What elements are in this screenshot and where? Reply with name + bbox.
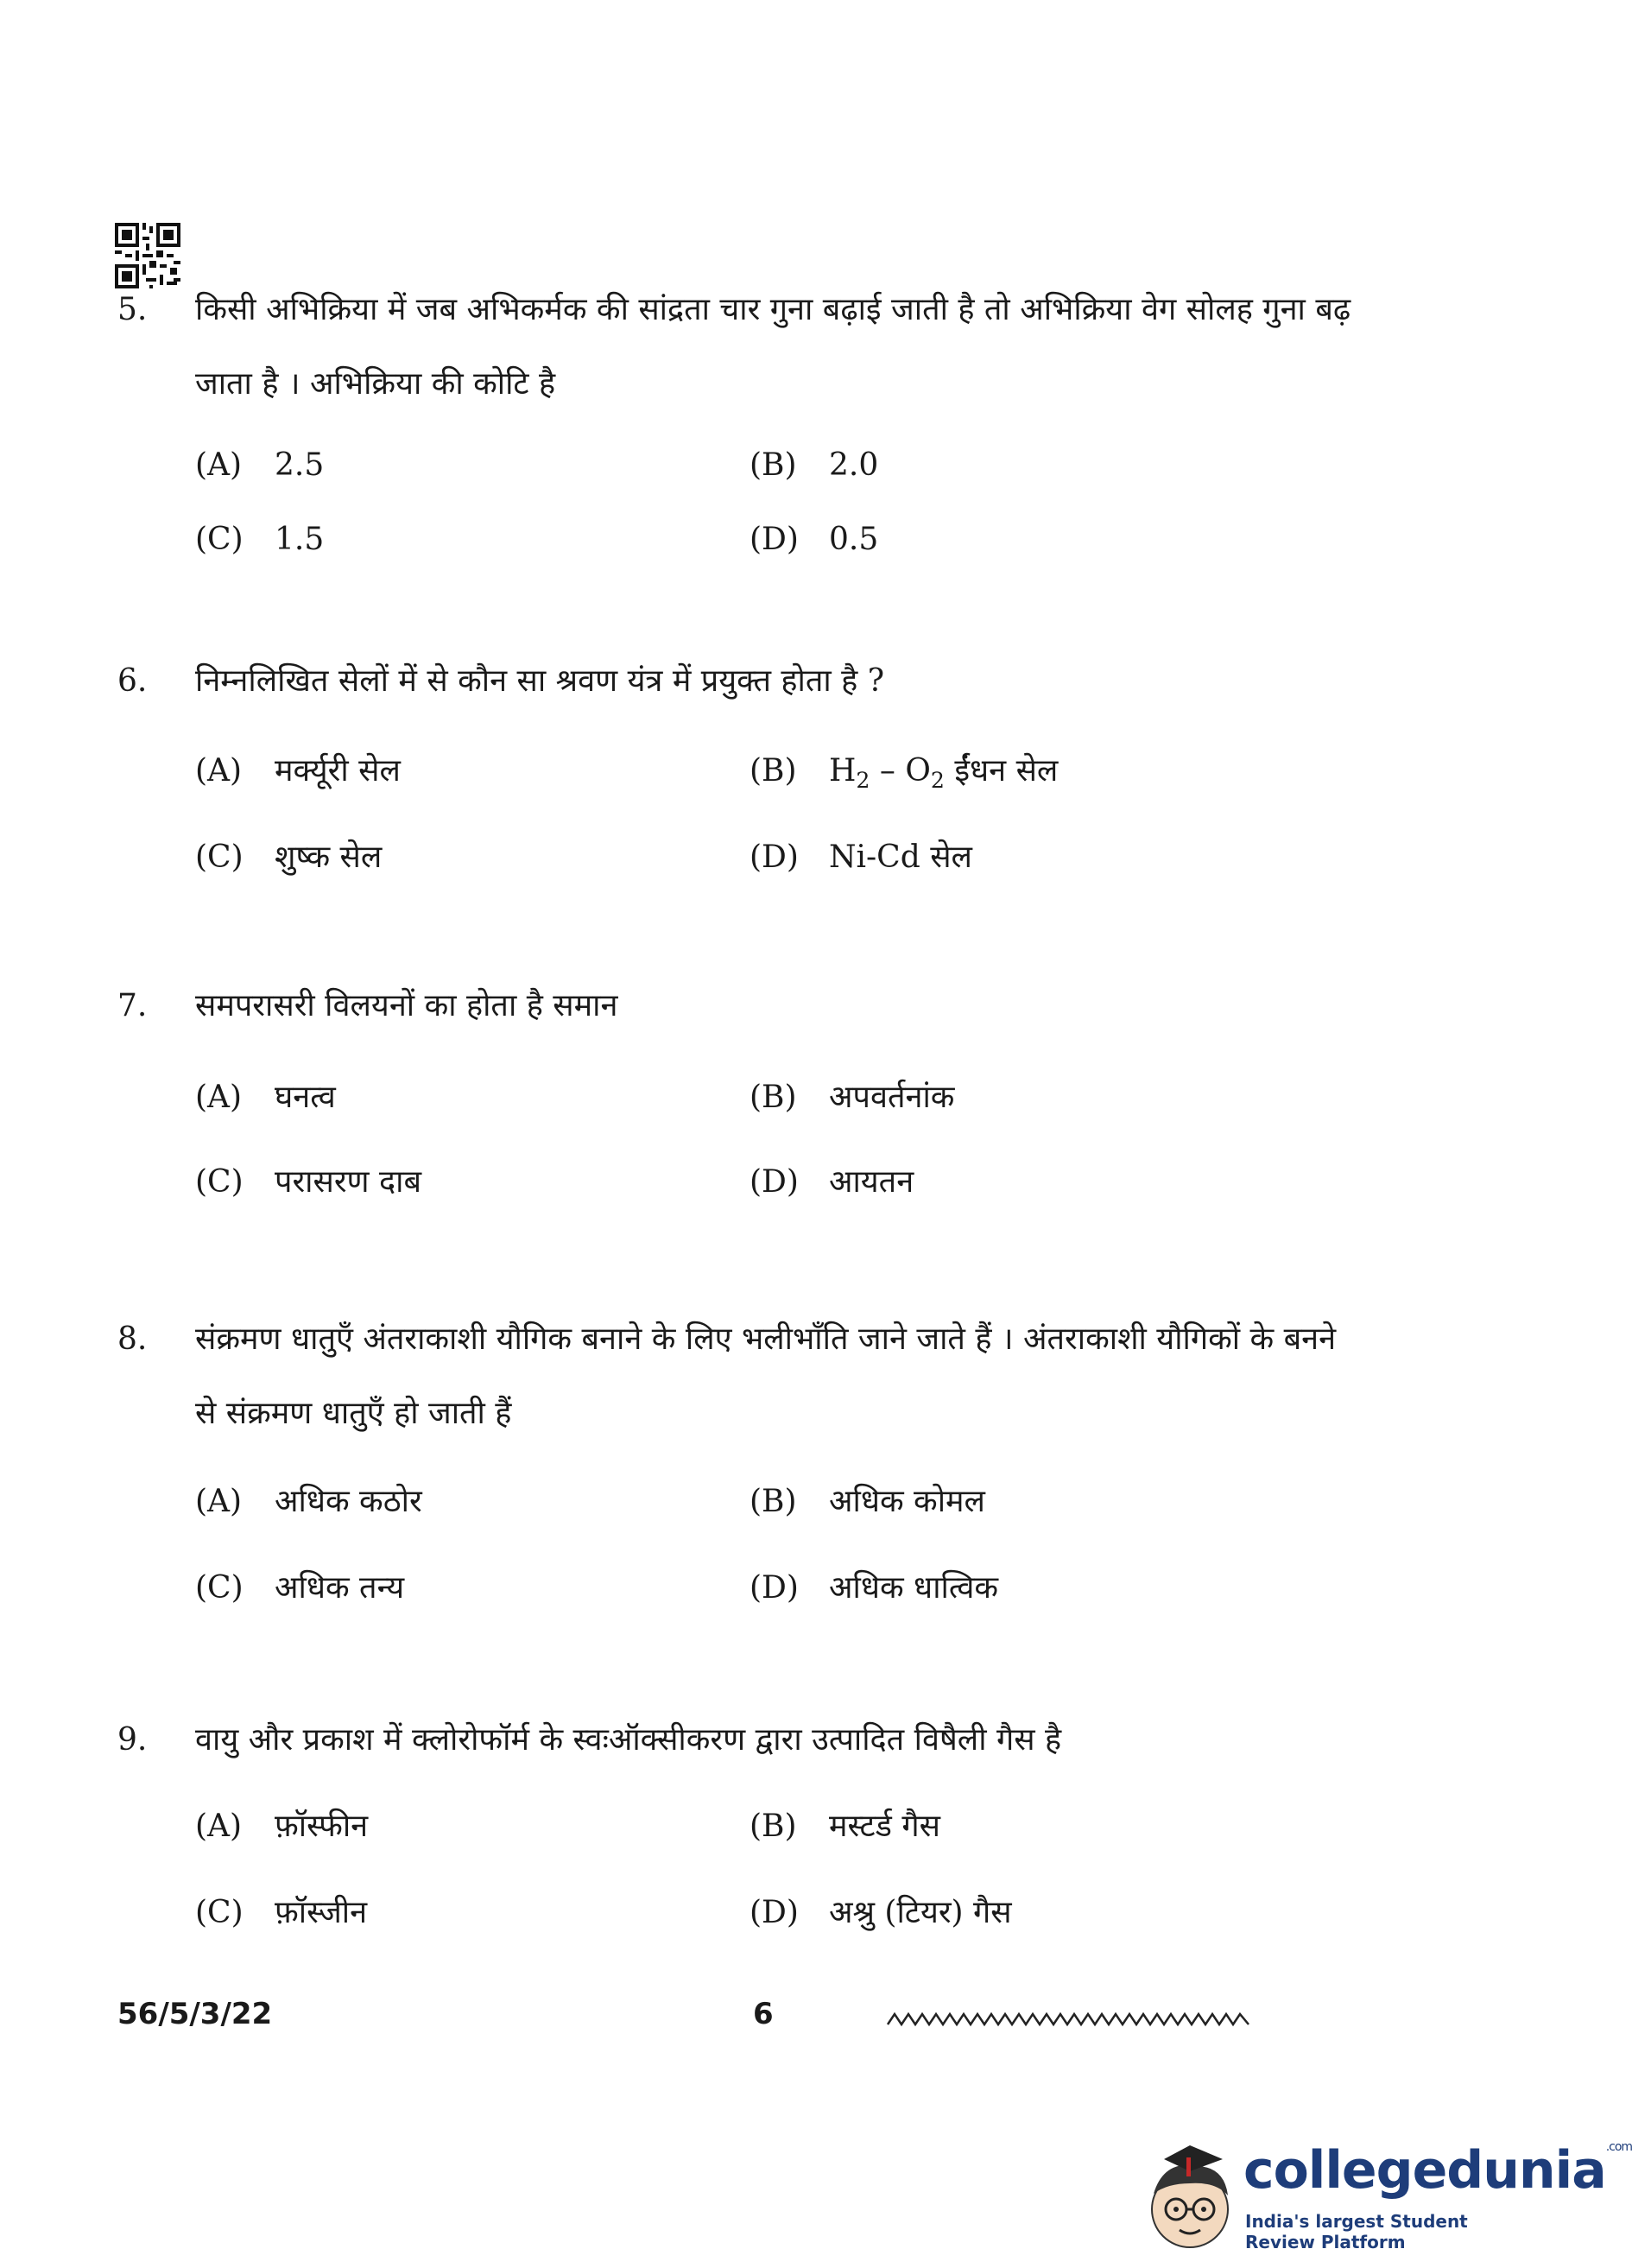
question-number: 9.	[117, 1722, 148, 1758]
page-number: 6	[753, 1997, 774, 2031]
option-c: (C) फ़ॉस्जीन	[195, 1895, 368, 1930]
option-b: (B) अपवर्तनांक	[750, 1080, 955, 1115]
brand-tagline: India's largest Student Review Platform	[1245, 2211, 1468, 2252]
question-number: 5.	[117, 292, 148, 327]
option-c: (C) शुष्क सेल	[195, 839, 383, 875]
paper-code: 56/5/3/22	[117, 1997, 273, 2031]
wavy-line-decoration	[888, 2009, 1249, 2030]
option-c: (C) अधिक तन्य	[195, 1570, 405, 1606]
option-b: (B) 2.0	[750, 447, 879, 483]
question-number: 6.	[117, 663, 148, 699]
option-d: (D) Ni-Cd सेल	[750, 839, 972, 875]
formula-h2-o2: $H_2 - O_2$	[829, 753, 945, 794]
question-text: किसी अभिक्रिया में जब अभिकर्मक की सांद्रता चार गुना बढ़ाई जाती है तो अभिक्रिया वेग सोलह गुना बढ़ जाता है । अभिक्रिया की कोटि है	[195, 292, 1351, 402]
option-a: (A) फ़ॉस्फीन	[195, 1809, 369, 1844]
option-b: (B) अधिक कोमल	[750, 1484, 985, 1519]
qr-code-icon	[115, 223, 180, 288]
option-a: (A) मर्क्यूरी सेल	[195, 753, 401, 789]
option-a: (A) 2.5	[195, 447, 325, 483]
option-c: (C) परासरण दाब	[195, 1164, 422, 1200]
option-a: (A) अधिक कठोर	[195, 1484, 422, 1519]
question-number: 7.	[117, 988, 148, 1023]
option-a: (A) घनत्व	[195, 1080, 336, 1115]
option-b: (B) मस्टर्ड गैस	[750, 1809, 940, 1844]
question-text: वायु और प्रकाश में क्लोरोफॉर्म के स्वःऑक्सीकरण द्वारा उत्पादित विषैली गैस है	[195, 1722, 1062, 1758]
option-d: (D) अधिक धात्विक	[750, 1570, 999, 1606]
option-c: (C) 1.5	[195, 522, 325, 557]
question-text: समपरासरी विलयनों का होता है समान	[195, 988, 618, 1023]
option-d: (D) 0.5	[750, 522, 879, 557]
question-number: 8.	[117, 1321, 148, 1357]
option-d: (D) आयतन	[750, 1164, 914, 1200]
option-b: (B) $H_2 - O_2$ ईंधन सेल	[750, 753, 1059, 794]
brand-name: collegedunia$^{.com}$	[1243, 2140, 1632, 2201]
question-text: निम्नलिखित सेलों में से कौन सा श्रवण यंत्र में प्रयुक्त होता है ?	[195, 663, 884, 699]
question-text: संक्रमण धातुएँ अंतराकाशी यौगिक बनाने के लिए भलीभाँति जाने जाते हैं । अंतराकाशी यौगिकों के बनने से संक्रमण धातुएँ हो जाती हैं	[195, 1321, 1337, 1431]
option-d: (D) अश्रु (टियर) गैस	[750, 1895, 1012, 1930]
